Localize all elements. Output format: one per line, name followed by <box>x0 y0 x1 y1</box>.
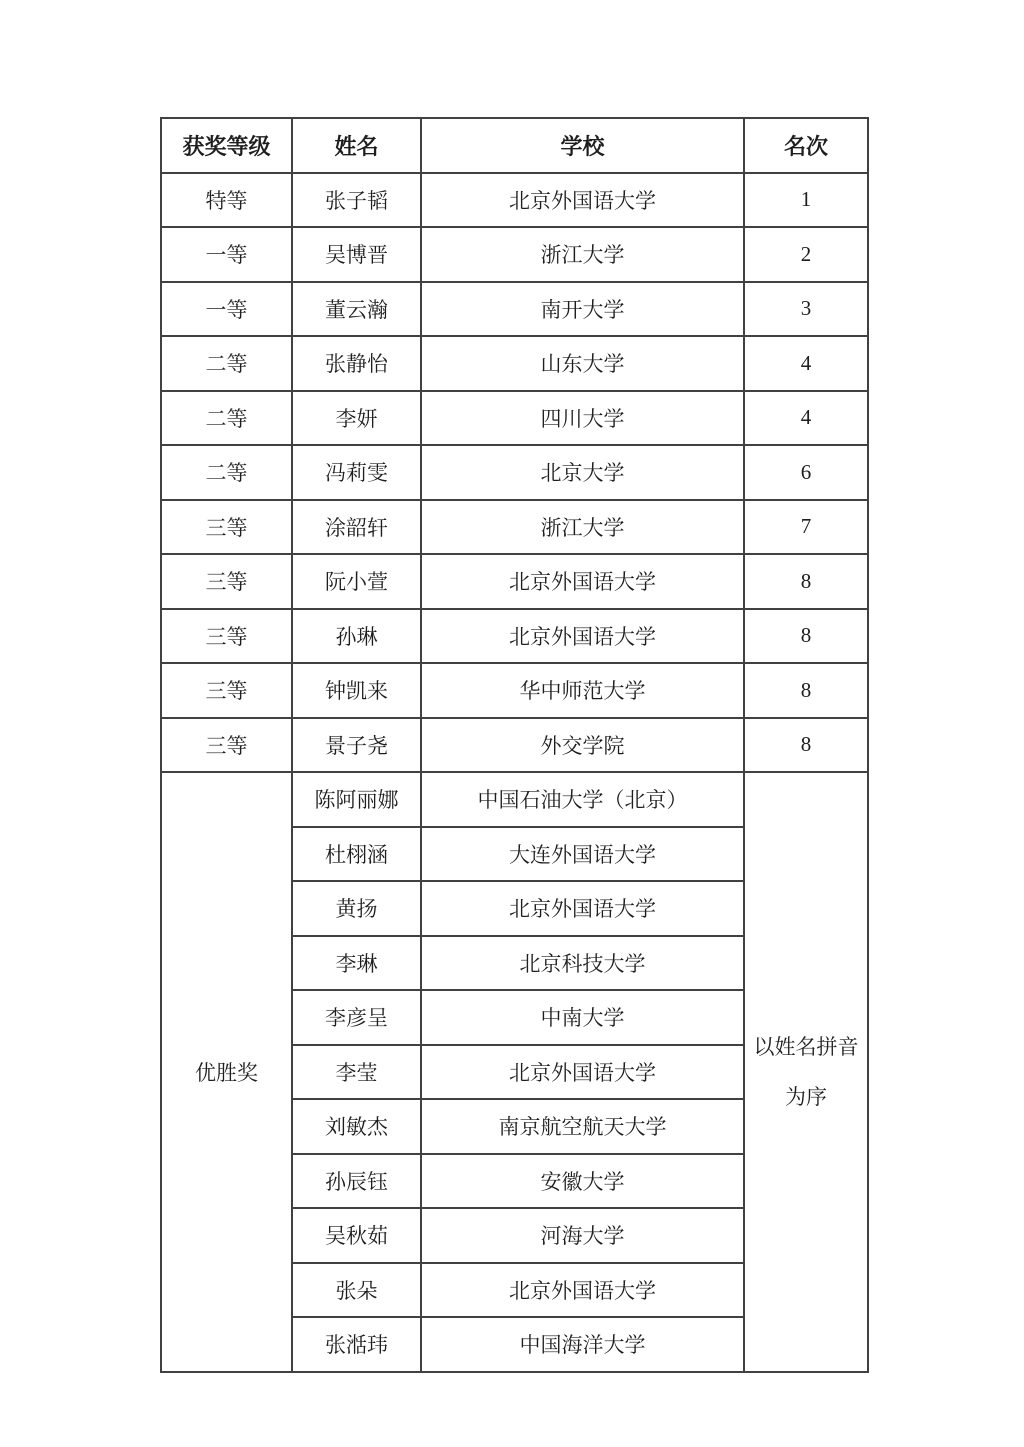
name-cell: 李彦呈 <box>292 990 421 1045</box>
school-cell: 南开大学 <box>421 282 744 337</box>
name-cell: 涂韶轩 <box>292 500 421 555</box>
level-cell: 三等 <box>161 663 292 718</box>
school-cell: 中南大学 <box>421 990 744 1045</box>
name-cell: 孙辰钰 <box>292 1154 421 1209</box>
school-cell: 北京大学 <box>421 445 744 500</box>
name-cell: 张朵 <box>292 1263 421 1318</box>
rank-cell: 1 <box>744 173 868 228</box>
name-cell: 张静怡 <box>292 336 421 391</box>
level-cell: 一等 <box>161 282 292 337</box>
school-cell: 四川大学 <box>421 391 744 446</box>
rank-cell: 8 <box>744 718 868 773</box>
school-cell: 浙江大学 <box>421 227 744 282</box>
name-cell: 张子韬 <box>292 173 421 228</box>
level-cell: 三等 <box>161 609 292 664</box>
school-cell: 北京外国语大学 <box>421 609 744 664</box>
table-row <box>161 663 868 718</box>
name-cell: 吴博晋 <box>292 227 421 282</box>
header-cell-school: 学校 <box>421 118 744 173</box>
school-cell: 中国石油大学（北京） <box>421 772 744 827</box>
rank-cell: 7 <box>744 500 868 555</box>
name-cell: 董云瀚 <box>292 282 421 337</box>
name-cell: 冯莉雯 <box>292 445 421 500</box>
rank-note-cell: 以姓名拼音为序 <box>744 772 868 1372</box>
name-cell: 李妍 <box>292 391 421 446</box>
rank-cell: 3 <box>744 282 868 337</box>
name-cell: 张湉玮 <box>292 1317 421 1372</box>
school-cell: 北京外国语大学 <box>421 554 744 609</box>
rank-cell: 4 <box>744 336 868 391</box>
school-cell: 北京科技大学 <box>421 936 744 991</box>
name-cell: 孙琳 <box>292 609 421 664</box>
rank-cell: 2 <box>744 227 868 282</box>
school-cell: 北京外国语大学 <box>421 1045 744 1100</box>
table-row <box>161 336 868 391</box>
table-row <box>161 772 868 827</box>
header-cell-level: 获奖等级 <box>161 118 292 173</box>
rank-cell: 6 <box>744 445 868 500</box>
award-table-head <box>161 118 868 173</box>
level-cell: 二等 <box>161 391 292 446</box>
award-table <box>160 117 869 1373</box>
merged-level-cell: 优胜奖 <box>161 772 292 1372</box>
name-cell: 李琳 <box>292 936 421 991</box>
header-cell-name: 姓名 <box>292 118 421 173</box>
name-cell: 阮小萱 <box>292 554 421 609</box>
header-cell-rank: 名次 <box>744 118 868 173</box>
rank-cell: 8 <box>744 663 868 718</box>
name-cell: 刘敏杰 <box>292 1099 421 1154</box>
school-cell: 华中师范大学 <box>421 663 744 718</box>
table-row <box>161 227 868 282</box>
school-cell: 中国海洋大学 <box>421 1317 744 1372</box>
school-cell: 河海大学 <box>421 1208 744 1263</box>
level-cell: 二等 <box>161 336 292 391</box>
table-row <box>161 500 868 555</box>
table-row <box>161 173 868 228</box>
table-row <box>161 609 868 664</box>
school-cell: 北京外国语大学 <box>421 881 744 936</box>
level-cell: 二等 <box>161 445 292 500</box>
school-cell: 浙江大学 <box>421 500 744 555</box>
table-row <box>161 554 868 609</box>
name-cell: 钟凯来 <box>292 663 421 718</box>
table-row <box>161 445 868 500</box>
rank-cell: 8 <box>744 554 868 609</box>
header-row <box>161 118 868 173</box>
school-cell: 安徽大学 <box>421 1154 744 1209</box>
table-row <box>161 282 868 337</box>
school-cell: 山东大学 <box>421 336 744 391</box>
name-cell: 李莹 <box>292 1045 421 1100</box>
table-row <box>161 718 868 773</box>
level-cell: 特等 <box>161 173 292 228</box>
rank-cell: 4 <box>744 391 868 446</box>
award-table-body <box>161 173 868 1372</box>
rank-cell: 8 <box>744 609 868 664</box>
level-cell: 三等 <box>161 718 292 773</box>
school-cell: 外交学院 <box>421 718 744 773</box>
school-cell: 北京外国语大学 <box>421 1263 744 1318</box>
table-row <box>161 391 868 446</box>
level-cell: 三等 <box>161 554 292 609</box>
level-cell: 三等 <box>161 500 292 555</box>
school-cell: 北京外国语大学 <box>421 173 744 228</box>
name-cell: 黄扬 <box>292 881 421 936</box>
level-cell: 一等 <box>161 227 292 282</box>
name-cell: 景子尧 <box>292 718 421 773</box>
name-cell: 陈阿丽娜 <box>292 772 421 827</box>
school-cell: 南京航空航天大学 <box>421 1099 744 1154</box>
name-cell: 吴秋茹 <box>292 1208 421 1263</box>
name-cell: 杜栩涵 <box>292 827 421 882</box>
school-cell: 大连外国语大学 <box>421 827 744 882</box>
